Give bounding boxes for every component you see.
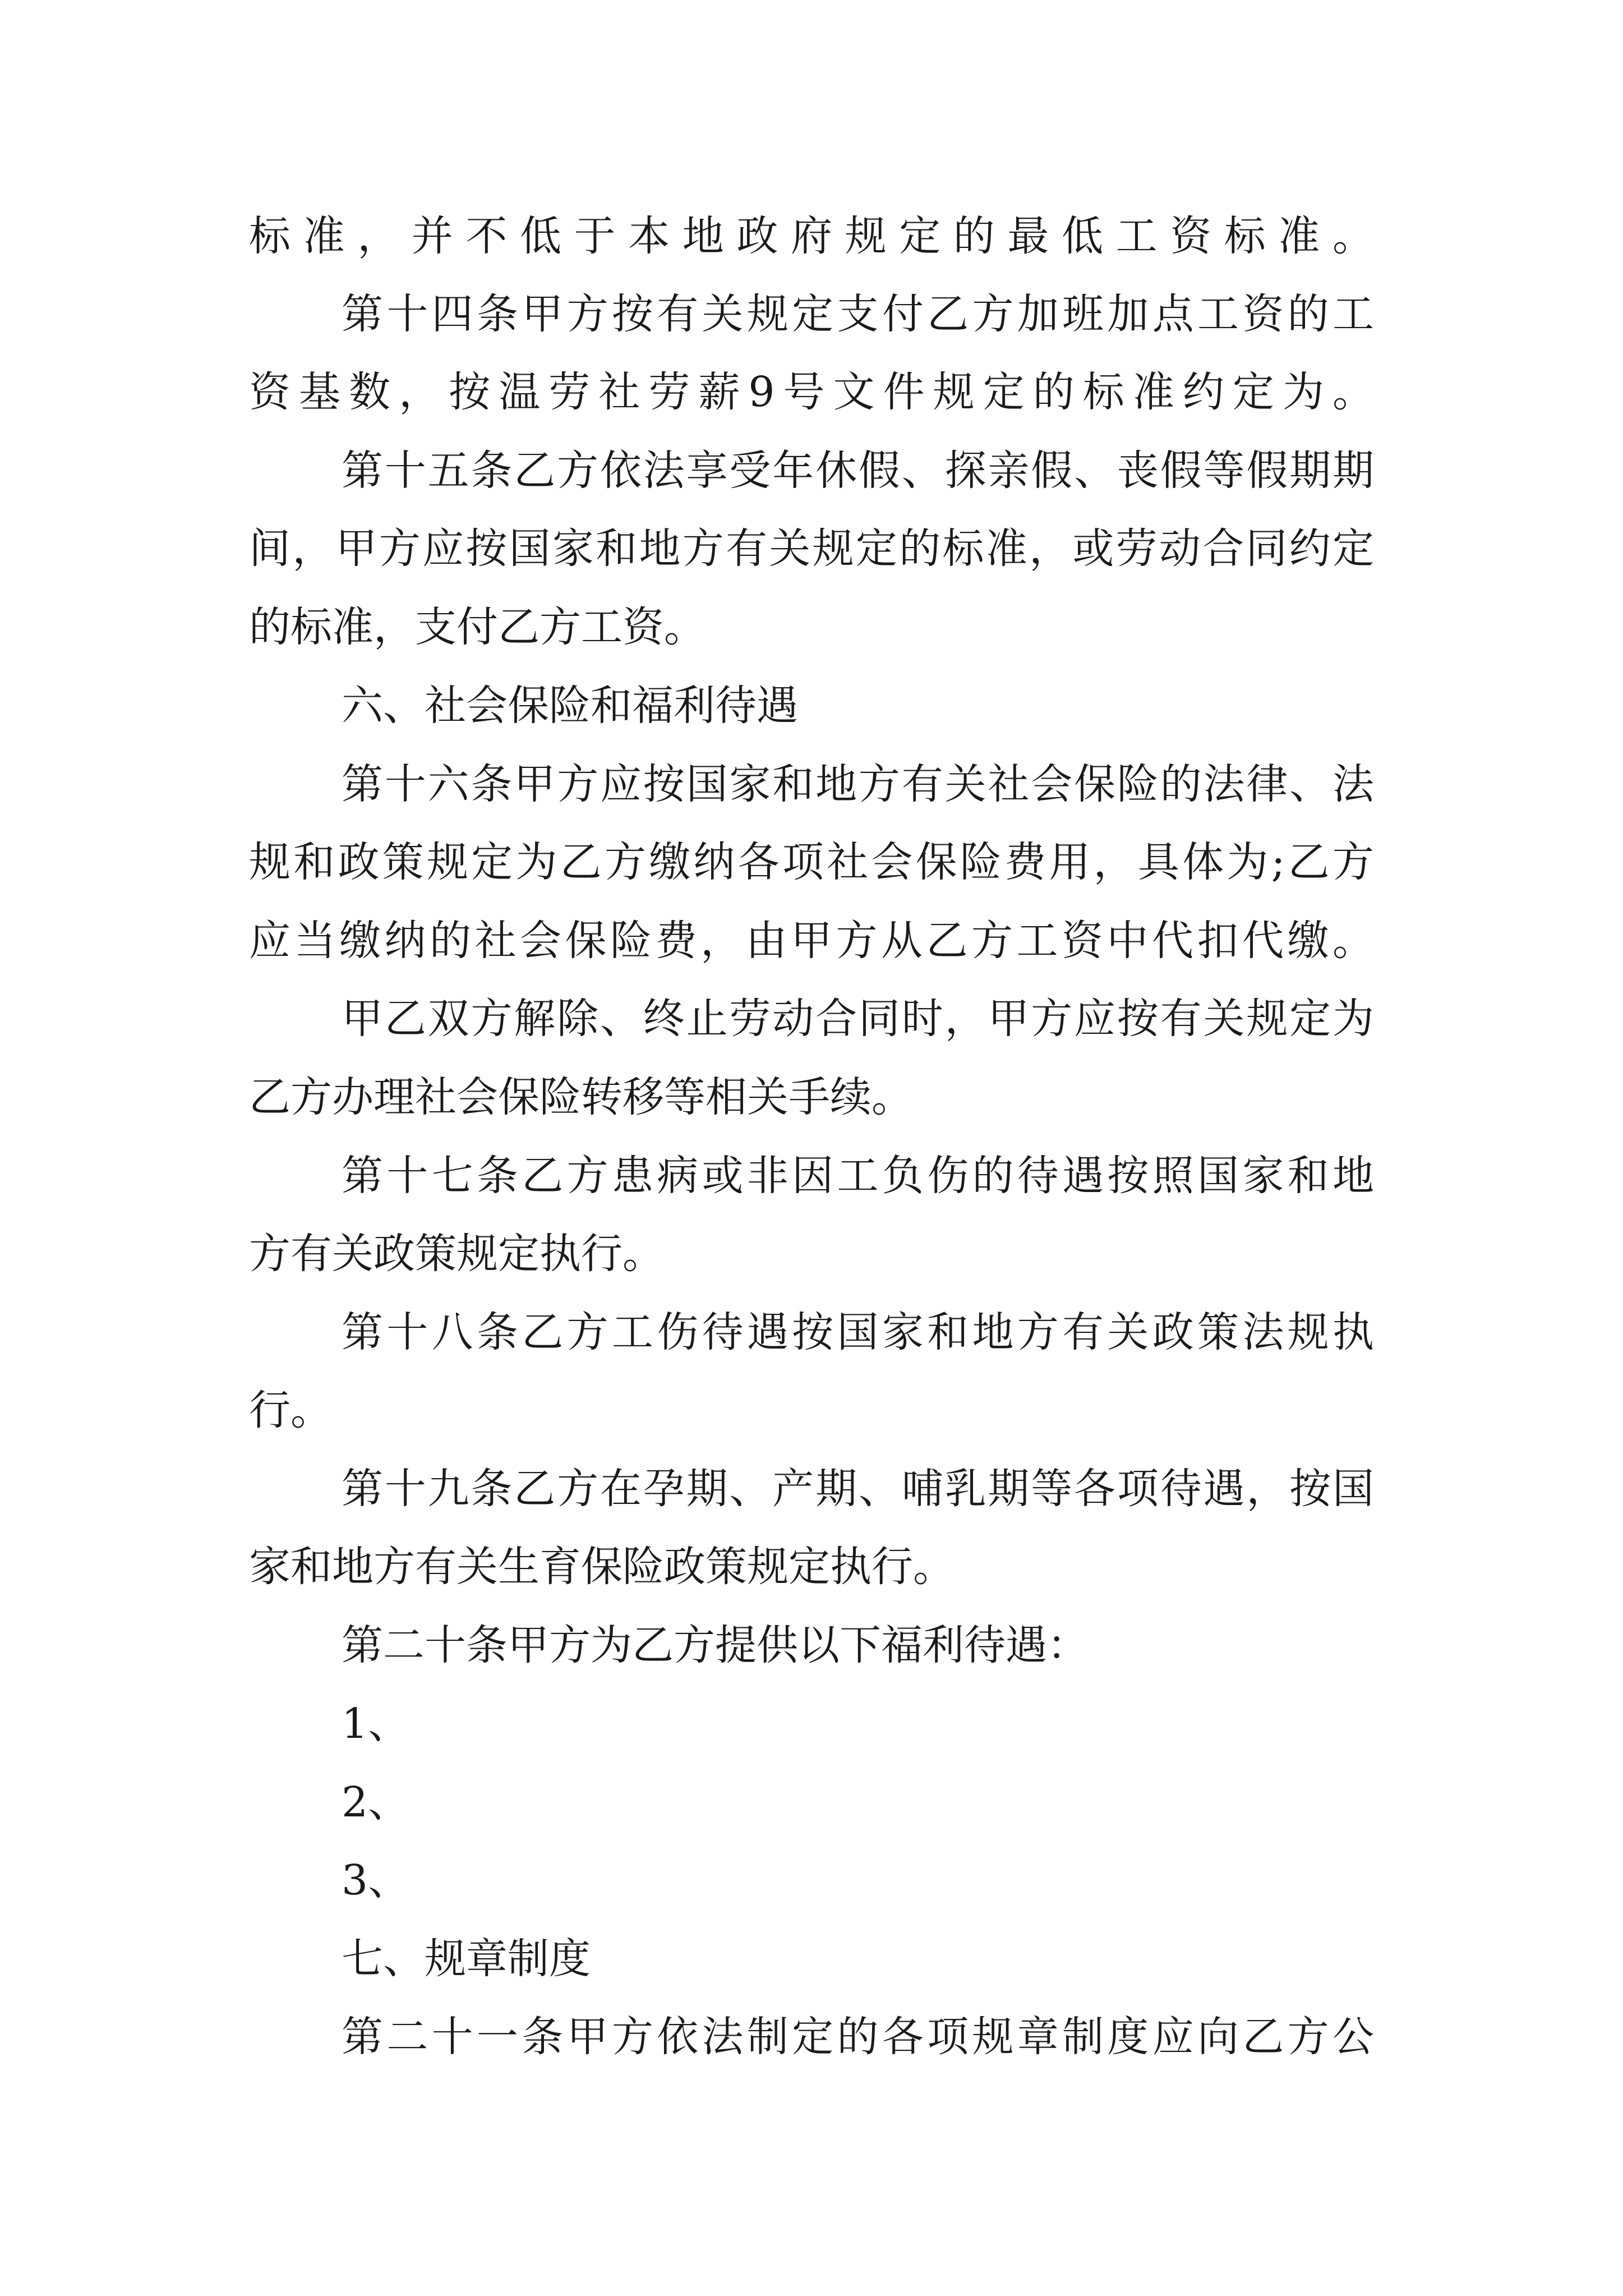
article-15-line-3: 的标准，支付乙方工资。 [249,603,706,651]
article-16-para2-line-1: 甲乙双方解除、终止劳动合同时，甲方应按有关规定为 [342,995,1374,1043]
article-17-line-2: 方有关政策规定执行。 [249,1230,664,1278]
article-14-line-1: 第十四条甲方按有关规定支付乙方加班加点工资的工 [342,290,1374,338]
list-item-3: 3、 [342,1856,410,1904]
article-14-line-2: 资基数，按温劳社劳薪9号文件规定的标准约定为。 [249,368,1374,416]
section-7-heading: 七、规章制度 [342,1935,591,1983]
article-15-line-2: 间，甲方应按国家和地方有关规定的标准，或劳动合同约定 [249,524,1374,573]
article-16-para2-line-2: 乙方办理社会保险转移等相关手续。 [249,1073,913,1121]
article-16-line-2: 规和政策规定为乙方缴纳各项社会保险费用，具体为;乙方 [249,838,1374,886]
section-6-heading: 六、社会保险和福利待遇 [342,682,798,730]
list-item-1: 1、 [342,1700,410,1748]
list-item-2: 2、 [342,1778,410,1826]
article-16-line-1: 第十六条甲方应按国家和地方有关社会保险的法律、法 [342,760,1374,808]
article-18-line-2: 行。 [249,1386,332,1434]
article-17-line-1: 第十七条乙方患病或非因工负伤的待遇按照国家和地 [342,1152,1374,1200]
article-20-line-1: 第二十条甲方为乙方提供以下福利待遇： [342,1621,1089,1669]
article-19-line-1: 第十九条乙方在孕期、产期、哺乳期等各项待遇，按国 [342,1465,1374,1513]
article-19-line-2: 家和地方有关生育保险政策规定执行。 [249,1543,955,1591]
text-line-1: 标准，并不低于本地政府规定的最低工资标准。 [249,212,1374,260]
article-18-line-1: 第十八条乙方工伤待遇按国家和地方有关政策法规执 [342,1308,1374,1356]
article-21-line-1: 第二十一条甲方依法制定的各项规章制度应向乙方公 [342,2013,1374,2061]
article-15-line-1: 第十五条乙方依法享受年休假、探亲假、丧假等假期期 [342,447,1374,495]
article-16-line-3: 应当缴纳的社会保险费，由甲方从乙方工资中代扣代缴。 [249,917,1374,965]
